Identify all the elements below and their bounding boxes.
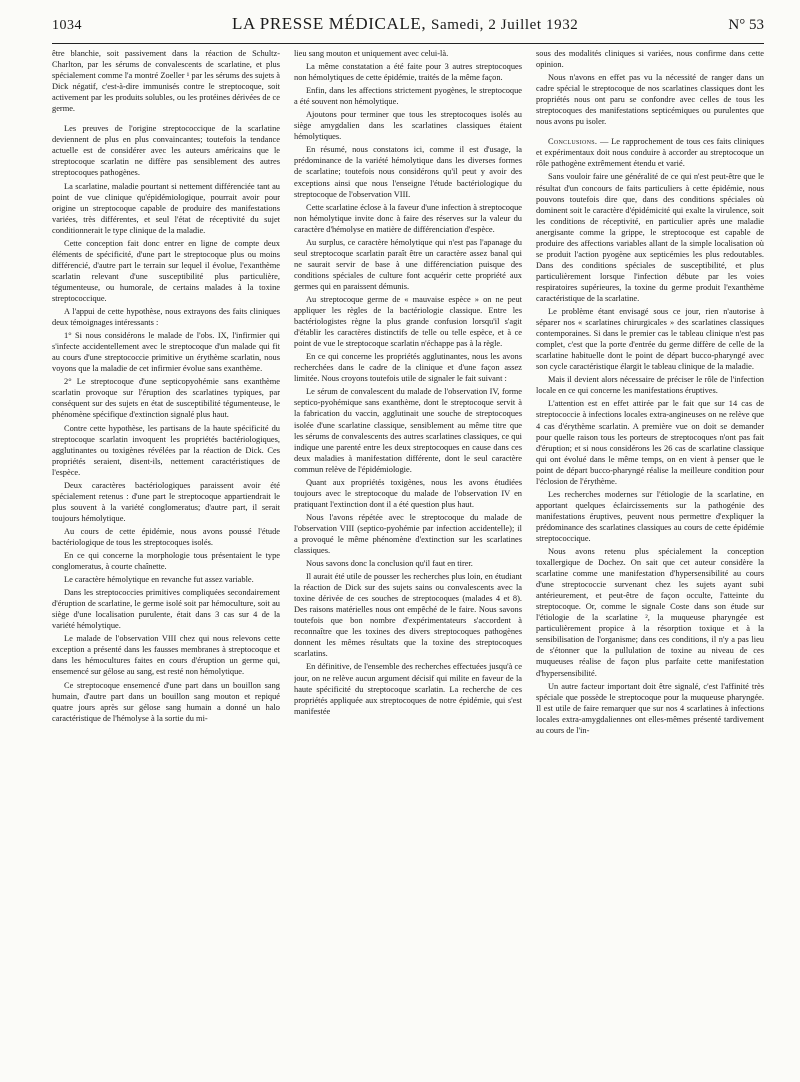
- paragraph: En définitive, de l'ensemble des recherches effectuées jusqu'à ce jour, on ne relève aucun argument décisif qui milite en faveur de la haute spécificité du streptocoque scarlatin. La recherche de ces propriétés appliquée aux streptocoques de notre épidémie, qui s'est manifestée: [294, 662, 522, 716]
- paragraph: Il aurait été utile de pousser les recherches plus loin, en étudiant la réaction de Dick sur des sujets sains ou convalescents avec la toxine dérivée de ces souches de streptocoques (malades 4 et 8). Des raisons matérielles nous ont empêché de le faire. Nous savons toutefois que bon nombre d'expérimentateurs s'accordent à reconnaître que les toxines des divers streptocoques pathogènes donnent les mêmes résultats que la toxine des streptocoques scarlatins.: [294, 572, 522, 659]
- paragraph: 2° Le streptocoque d'une septicopyohémie sans exanthème scarlatin provoque sur l'éruption des scarlatines typiques, par conséquent sur des sujets en état de susceptibilité tégumenteuse, le phénomène spécifique d'extinction signalé plus haut.: [52, 377, 280, 420]
- paragraph: Sans vouloir faire une généralité de ce qui n'est peut-être que le résultat d'un concours de faits particuliers à cette épidémie, nous pouvons toutefois dire que, dans des conditions spéciales où dominent soit le caractère d'épidémicité qui exalte la virulence, soit les conditions de réceptivité, en particulier après une maladie anergisante comme la grippe, le streptocoque est capable de produire des affections variables allant de la simple localisation où se produit l'action pyogène aux septicémies les plus redoutables. Dans des conditions spéciales de susceptibilité, et plus particulièrement lorsque l'infection débute par les voies respiratoires supérieures, la toxine du germe produit l'exanthème caractéristique de la scarlatine.: [536, 172, 764, 303]
- paragraph: En ce qui concerne les propriétés agglutinantes, nous les avons recherchées dans le cadre de la clinique et d'une façon assez limitée. Nous croyons toutefois utile de signaler le fait suivant :: [294, 352, 522, 384]
- paragraph: A l'appui de cette hypothèse, nous extrayons des faits cliniques deux témoignages intéressants :: [52, 307, 280, 328]
- paragraph: Cette scarlatine éclose à la faveur d'une infection à streptocoque non hémolytique invite donc à faire des réserves sur la valeur du caractère d'hémolyse en matière de différenciation d'espèce.: [294, 202, 522, 234]
- paragraph: lieu sang mouton et uniquement avec celui-là.: [294, 49, 449, 58]
- paragraph: Le sérum de convalescent du malade de l'observation IV, forme septico-pyohémique sans exanthème, dont le streptocoque servit à la fabrication du vaccin, agglutinait une souche de streptocoques isolée d'une scarlatine classique, sensiblement au même titre que les sérums de convalescents des autres scarlatines classiques, ce qui indique une parenté entre les deux streptocoques en cause dans ces deux maladies à manifestation différente, dont le seul caractère commun relève de l'épidémiologie.: [294, 387, 522, 474]
- paragraph: Dans les streptococcies primitives compliquées secondairement d'éruption de scarlatine, le germe isolé soit par hémoculture, soit au siège d'une localisation purulente, était dans 3 cas sur 4 de la variété hémolytique.: [52, 588, 280, 631]
- column-1: [52, 48, 280, 1076]
- paragraph: Au surplus, ce caractère hémolytique qui n'est pas l'apanage du seul streptocoque scarlatin paraît être un caractère assez banal qui ne saurait servir de base à une différenciation puisque des conditions spéciales de culture font acquérir cette propriété aux germes qui en paraissent démunis.: [294, 237, 522, 291]
- journal-name: LA PRESSE MÉDICALE,: [232, 14, 427, 33]
- paragraph: En ce qui concerne la morphologie tous présentaient le type conglomeratus, à courte chaînette.: [52, 551, 280, 572]
- paragraph: L'attention est en effet attirée par le fait que sur 14 cas de streptococcie à infections locales extra-angineuses on ne relève que 4 cas d'érythème scarlatin. A première vue on doit se demander pour quelle raison tous les porteurs de streptocoques n'ont pas fait d'éruption; et si nous considérons les 26 cas de scarlatine classique qui ont évolué dans le même temps, on en vient à penser que le point de départ bucco-pharyngé réalise la meilleure condition pour l'éclosion de l'érythème.: [536, 399, 764, 486]
- paragraph: Ajoutons pour terminer que tous les streptocoques isolés au siège amygdalien dans les scarlatines classiques étaient hémolytiques.: [294, 110, 522, 142]
- paragraph: Au cours de cette épidémie, nous avons poussé l'étude bactériologique de tous les streptocoques isolés.: [52, 526, 280, 547]
- paragraph: Au streptocoque germe de « mauvaise espèce » on ne peut appliquer les règles de la bactériologie classique. Entre les bactériologistes règne la plus grande confusion lorsqu'il s'agit d'établir les caractères distinctifs de telle ou telle espèce, et à ce point de vue le streptocoque scarlatin n'échappe pas à la règle.: [294, 294, 522, 349]
- issue-date: Samedi, 2 Juillet 1932: [431, 17, 579, 33]
- paragraph: 1° Si nous considérons le malade de l'obs. IX, l'infirmier qui s'infecte accidentellement avec le streptocoque d'un malade qui fit au cours d'une streptococcie primitive un érythème scarlatin, nous voyons que la maladie de cet infirmier évolue sans exanthème.: [52, 331, 280, 374]
- paragraph: Cette conception fait donc entrer en ligne de compte deux éléments de spécificité, d'une part le streptocoque plus ou moins différencié, d'autre part le terrain sur lequel il évolue, l'exanthème scarlatin relevant d'une susceptibilité plus particulière, tégumenteuse, ou humorale, de certains malades à la toxine streptococcique.: [52, 238, 280, 303]
- issue-number: N° 53: [728, 17, 764, 33]
- paragraph: Mais il devient alors nécessaire de préciser le rôle de l'infection locale en ce qui concerne les manifestations éruptives.: [536, 375, 764, 396]
- paragraph: Quant aux propriétés toxigènes, nous les avons étudiées toujours avec le streptocoque du malade de l'observation IV en pratiquant l'extinction dont il a été question plus haut.: [294, 477, 522, 509]
- page-header: [52, 14, 764, 44]
- conclusions-heading: Conclusions.: [548, 137, 598, 147]
- paragraph: La scarlatine, maladie pourtant si nettement différenciée tant au point de vue clinique qu'épidémiologique, pourrait avoir pour origine un streptocoque capable de produire des manifestations variées, très différentes, et seul l'état de réceptivité du sujet conditionnerait le type clinique de la maladie.: [52, 181, 280, 235]
- conclusions-paragraph: Conclusions. — Le rapprochement de tous ces faits cliniques et expérimentaux doit nous conduire à accorder au streptocoque un rôle pathogène extrêmement étendu et varié.: [536, 137, 764, 169]
- paragraph: Enfin, dans les affections strictement pyogènes, le streptocoque a été souvent non hémolytique.: [294, 86, 522, 107]
- article-body: [52, 48, 764, 1076]
- paragraph: La même constatation a été faite pour 3 autres streptocoques non hémolytiques de cette épidémie, traités de la même façon.: [294, 62, 522, 83]
- paragraph: Le malade de l'observation VIII chez qui nous relevons cette exception a présenté dans les fausses membranes à streptocoque et dans les hémocultures faites en cours d'éruption un germe qui, ensemencé sur gélose au sang, est resté non hémolytique.: [52, 634, 280, 677]
- column-2: [294, 48, 522, 1076]
- paragraph: Contre cette hypothèse, les partisans de la haute spécificité du streptocoque scarlatin invoquent les propriétés bactériologiques, agglutinantes ou toxigènes révélées par la réaction de Dick. Ces propriétés seraient, disent-ils, nettement caractéristiques de l'espèce.: [52, 423, 280, 477]
- page-number: 1034: [52, 18, 82, 33]
- paragraph: être blanchie, soit passivement dans la réaction de Schultz-Charlton, par les sérums de convalescents de scarlatine, et plus spécialement comme l'a montré Zoeller ¹ par les sérums des sujets à Dick négatif, c'est-à-dire immunisés contre le streptocoque, soit activement par les produits solubles, ou les protéines dérivées de ce germe.: [52, 49, 280, 114]
- paragraph: Deux caractères bactériologiques paraissent avoir été spécialement retenus : d'une part le streptocoque appartiendrait le plus souvent à la variété conglomeratus; d'autre part, il serait toujours hémolytique.: [52, 480, 280, 523]
- column-3: [536, 48, 764, 1076]
- paragraph: Les recherches modernes sur l'étiologie de la scarlatine, en apportant quelques éclaircissements sur la pathogénie des manifestations éruptives, peuvent nous permettre d'expliquer la prédominance des scarlatines classiques au cours de cette épidémie streptococcique.: [536, 489, 764, 543]
- paragraph: Nous l'avons répétée avec le streptocoque du malade de l'observation VIII (septico-pyohémie par infection accidentelle); il a provoqué le même phénomène d'extinction sur les scarlatines classiques.: [294, 512, 522, 556]
- paragraph: Nous avons retenu plus spécialement la conception toxallergique de Dochez. On sait que cet auteur considère la scarlatine comme une manifestation d'hypersensibilité au cours d'une streptococcie survenant chez les sujets ayant subi antérieurement, et peut-être de façon occulte, l'atteinte du streptocoque. Or, comme le signale Coste dans son étude sur l'étiologie de la scarlatine ², la muqueuse pharyngée est particulièrement propice à la résorption toxique et à la sensibilisation de l'organisme; dans ces conditions, il n'y a pas lieu de s'étonner que la pullulation de toxine au niveau de ces muqueuses réalise de façon plus parfaite cette manifestation d'hypersensibilité.: [536, 547, 764, 678]
- paragraph: Le problème étant envisagé sous ce jour, rien n'autorise à séparer nos « scarlatines chirurgicales » des scarlatines classiques contemporaines. Si dans le premier cas le tableau clinique n'est pas complet, c'est que la porte d'entrée du germe diffère de celle de la scarlatine habituelle dont le point de départ bucco-pharyngé avec son cycle caractéristique élargit le tableau clinique de la maladie.: [536, 307, 764, 372]
- paragraph: Un autre facteur important doit être signalé, c'est l'affinité très spéciale que possède le streptocoque pour la muqueuse pharyngée. Il est utile de faire remarquer que sur nos 4 scarlatines à infections locales extra-amygdaliennes ont elles-mêmes présenté tardivement au cours de l'in-: [536, 681, 764, 735]
- paragraph: Les preuves de l'origine streptococcique de la scarlatine deviennent de plus en plus convaincantes; toutefois la tendance actuelle est de considérer avec les auteurs américains que le streptocoque scarlatin ne diffère pas sensiblement des autres streptocoques pathogènes.: [52, 124, 280, 178]
- paragraph: Nous n'avons en effet pas vu la nécessité de ranger dans un cadre spécial le streptocoque de nos scarlatines classiques dont les propriétés nous ont paru se confondre avec celles de tous les streptocoques des manifestations septicémiques ou purulentes que nous avons pu isoler.: [536, 73, 764, 127]
- paragraph: Ce streptocoque ensemencé d'une part dans un bouillon sang humain, d'autre part dans un bouillon sang mouton et repiqué quatre jours après sur gélose sang humain a donné un halo caractéristique de l'hémolyse à la sortie du mi-: [52, 680, 280, 723]
- conclusions-text: Le rapprochement de tous ces faits cliniques et expérimentaux doit nous conduire à accorder au streptocoque un rôle pathogène extrêmement étendu et varié.: [536, 137, 764, 169]
- paragraph: Nous savons donc la conclusion qu'il faut en tirer.: [306, 559, 473, 569]
- paragraph: Le caractère hémolytique en revanche fut assez variable.: [64, 575, 254, 585]
- paragraph: En résumé, nous constatons ici, comme il est d'usage, la prédominance de la variété hémolytique dans les diverses formes de scarlatine; toutefois nous considérons qu'il peut y avoir des exceptions ainsi que nous l'enseigne l'étude bactériologique du streptocoque de l'observation VIII.: [294, 145, 522, 199]
- paragraph: sous des modalités cliniques si variées, nous confirme dans cette opinion.: [536, 49, 764, 70]
- running-title: [232, 14, 578, 34]
